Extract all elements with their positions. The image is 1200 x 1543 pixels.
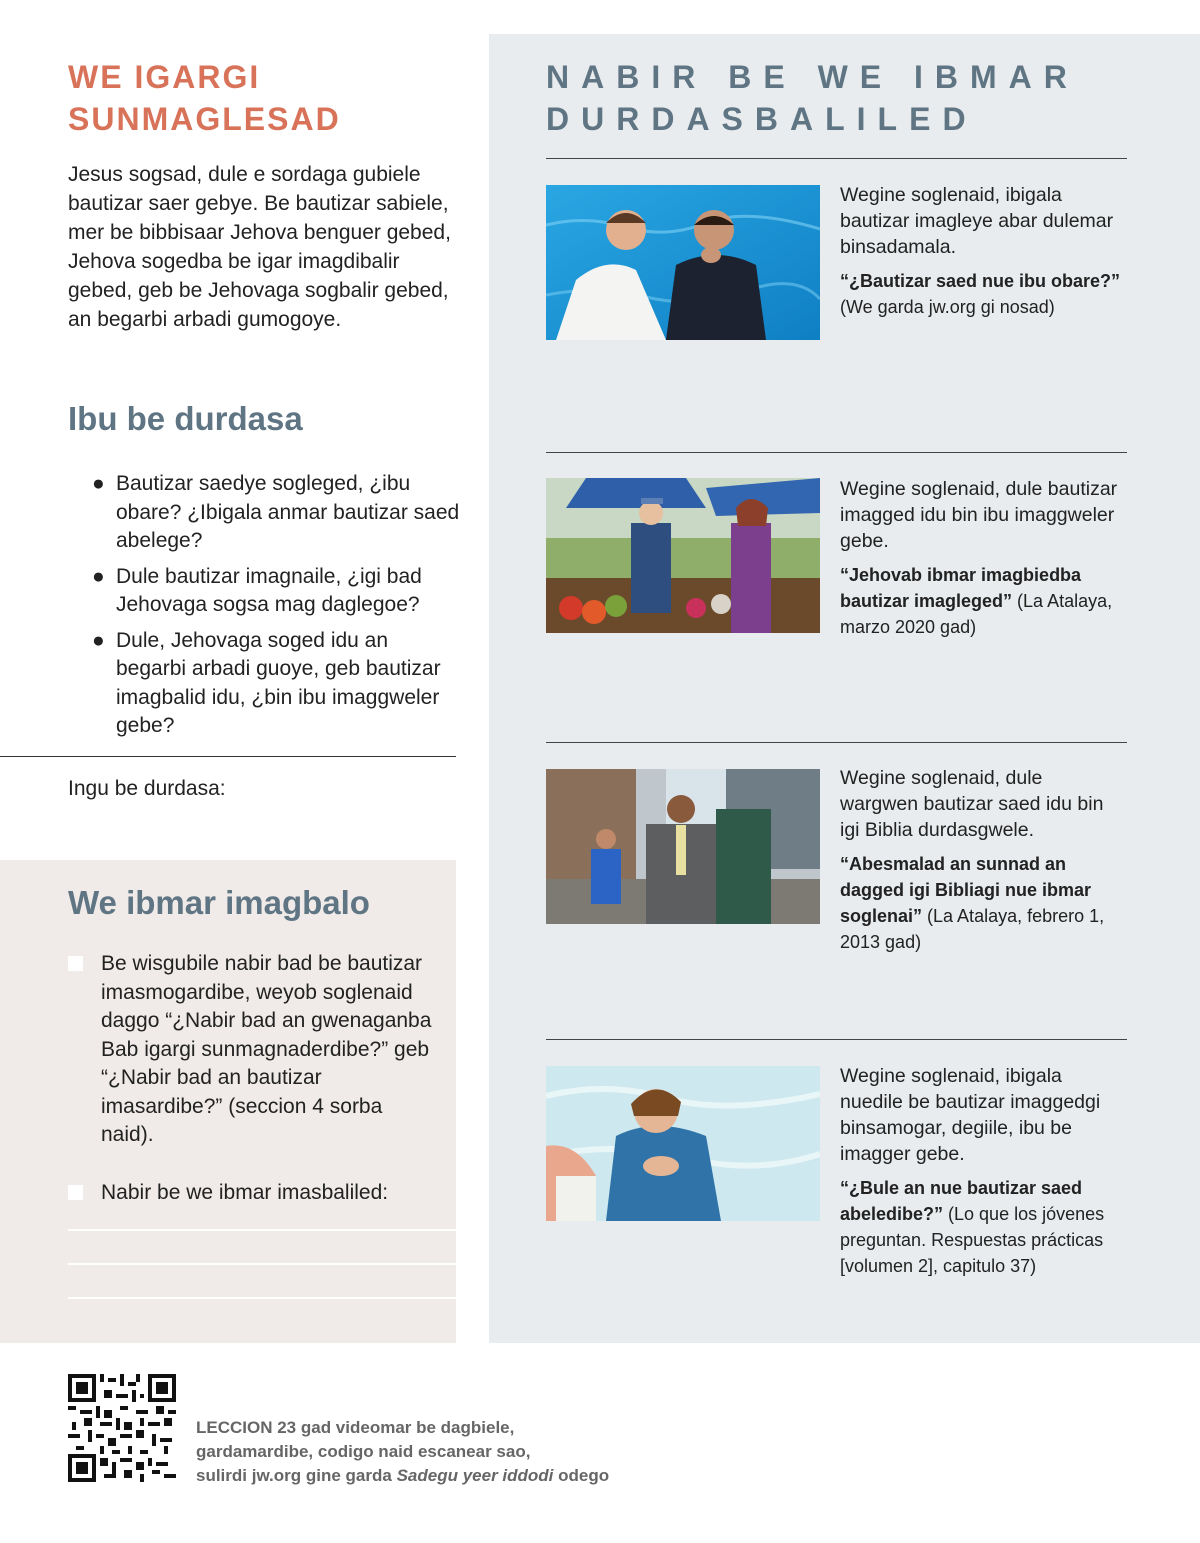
resource-link-title[interactable]: “Jehovab ibmar imagbiedba bautizar imagleged” <box>840 565 1082 611</box>
question-item <box>92 470 462 556</box>
item-divider <box>546 1039 1127 1040</box>
questions-heading: Ibu be durdasa <box>68 400 303 437</box>
todo-text: Nabir be we ibmar imasbaliled: <box>101 1181 389 1204</box>
footer-line: LECCION 23 gad videomar be dagbiele, <box>196 1418 515 1437</box>
resource-reference[interactable] <box>840 851 1125 955</box>
bullet-icon: ● <box>92 472 105 495</box>
own-question-label: Ingu be durdasa: <box>68 777 226 800</box>
resource-reference[interactable] <box>840 1175 1125 1279</box>
resource-reference[interactable] <box>840 268 1125 320</box>
intro-paragraph: Jesus sogsad, dule e sordaga gubiele bautizar saer gebye. Be bautizar sabiele, mer be bibbisaar Jehova benguer gebed, Jehova sogedba be igar imagdibalir gebed, geb be Jehovaga sogbalir gebed, an begarbi arbadi gumogoye. <box>68 163 451 331</box>
footer-text-segment: sulirdi jw.org gine garda <box>196 1466 397 1485</box>
recommended-title-line2: DURDASBALILED <box>546 101 978 137</box>
todo-text: Be wisgubile nabir bad be bautizar imasmogardibe, weyob soglenaid daggo “¿Nabir bad an gwenaganba Bab igargi sunmagnaderdibe?” geb “¿Nabir bad an bautizar imasardibe?” (seccion 4 sorba naid). <box>101 952 432 1146</box>
todo-item[interactable] <box>68 950 438 1150</box>
question-text: Dule bautizar imagnaile, ¿igi bad Jehovaga sogsa mag daglegoe? <box>116 564 422 616</box>
resource-link-title[interactable]: “Abesmalad an sunnad an dagged igi Bibliagi nue ibmar soglenai” <box>840 854 1092 926</box>
resource-description: Wegine soglenaid, dule wargwen bautizar saed idu bin igi Biblia durdasgwele. <box>840 767 1104 841</box>
bullet-icon: ● <box>92 628 105 652</box>
market-photo[interactable] <box>546 478 820 633</box>
checkbox-icon[interactable] <box>68 956 83 971</box>
checkbox-icon[interactable] <box>68 1185 83 1200</box>
lesson-title-line2: SUNMAGLESAD <box>68 101 341 137</box>
section-divider <box>0 756 456 757</box>
resource-description: Wegine soglenaid, ibigala nuedile be bautizar imaggedgi binsamogar, degiile, ibu be imagger gebe. <box>840 1065 1101 1165</box>
resource-description: Wegine soglenaid, ibigala bautizar imagleye abar dulemar binsadamala. <box>840 184 1114 258</box>
footer-line: gardamardibe, codigo naid escanear sao, <box>196 1442 531 1461</box>
resource-link-title[interactable]: “¿Bautizar saed nue ibu obare?” <box>840 271 1121 291</box>
resource-item <box>840 182 1125 328</box>
resource-source: (La Atalaya, febrero 1, 2013 gad) <box>840 906 1105 952</box>
item-divider <box>546 742 1127 743</box>
todo-heading: We ibmar imagbalo <box>68 884 370 921</box>
resource-source: (Lo que los jóvenes preguntan. Respuestas prácticas [volumen 2], capitulo 37) <box>840 1204 1105 1276</box>
question-text: Bautizar saedye sogleged, ¿ibu obare? ¿Ibigala anmar bautizar saed abelege? <box>116 472 460 552</box>
write-line[interactable] <box>68 1229 456 1231</box>
city-street-photo[interactable] <box>546 769 820 924</box>
recommended-title <box>546 56 1146 140</box>
write-line[interactable] <box>68 1263 456 1265</box>
footer-publication-title[interactable]: Sadegu yeer iddodi <box>396 1466 554 1485</box>
item-divider <box>546 452 1127 453</box>
footer-note <box>196 1416 656 1488</box>
question-item <box>92 563 462 620</box>
footer-line <box>196 1464 656 1488</box>
bullet-icon: ● <box>92 564 105 588</box>
baptism-pool-photo[interactable] <box>546 185 820 340</box>
todo-item[interactable] <box>68 1179 438 1208</box>
qr-code-icon[interactable] <box>68 1374 176 1482</box>
write-line[interactable] <box>68 1297 456 1299</box>
footer-text-segment: odego <box>553 1466 610 1485</box>
resource-item <box>840 1063 1125 1287</box>
lesson-title <box>68 56 448 140</box>
resource-item <box>840 765 1125 963</box>
resource-description: Wegine soglenaid, dule bautizar imagged idu bin ibu imaggweler gebe. <box>840 478 1118 552</box>
recommended-title-line1: NABIR BE WE IBMAR <box>546 59 1079 95</box>
question-text: Dule, Jehovaga soged idu an begarbi arbadi guoye, geb bautizar imagbalid idu, ¿bin ibu imaggweler gebe? <box>116 628 441 737</box>
item-divider <box>546 158 1127 159</box>
youth-baptism-photo[interactable] <box>546 1066 820 1221</box>
resource-source: (We garda jw.org gi nosad) <box>840 297 1055 317</box>
resource-source: (La Atalaya, marzo 2020 gad) <box>840 591 1113 637</box>
resource-reference[interactable] <box>840 562 1125 640</box>
resource-link-title[interactable]: “¿Bule an nue bautizar saed abeledibe?” <box>840 1178 1083 1224</box>
resource-item <box>840 476 1125 648</box>
questions-list <box>92 470 462 748</box>
question-item <box>92 627 462 741</box>
lesson-title-line1: WE IGARGI <box>68 59 261 95</box>
